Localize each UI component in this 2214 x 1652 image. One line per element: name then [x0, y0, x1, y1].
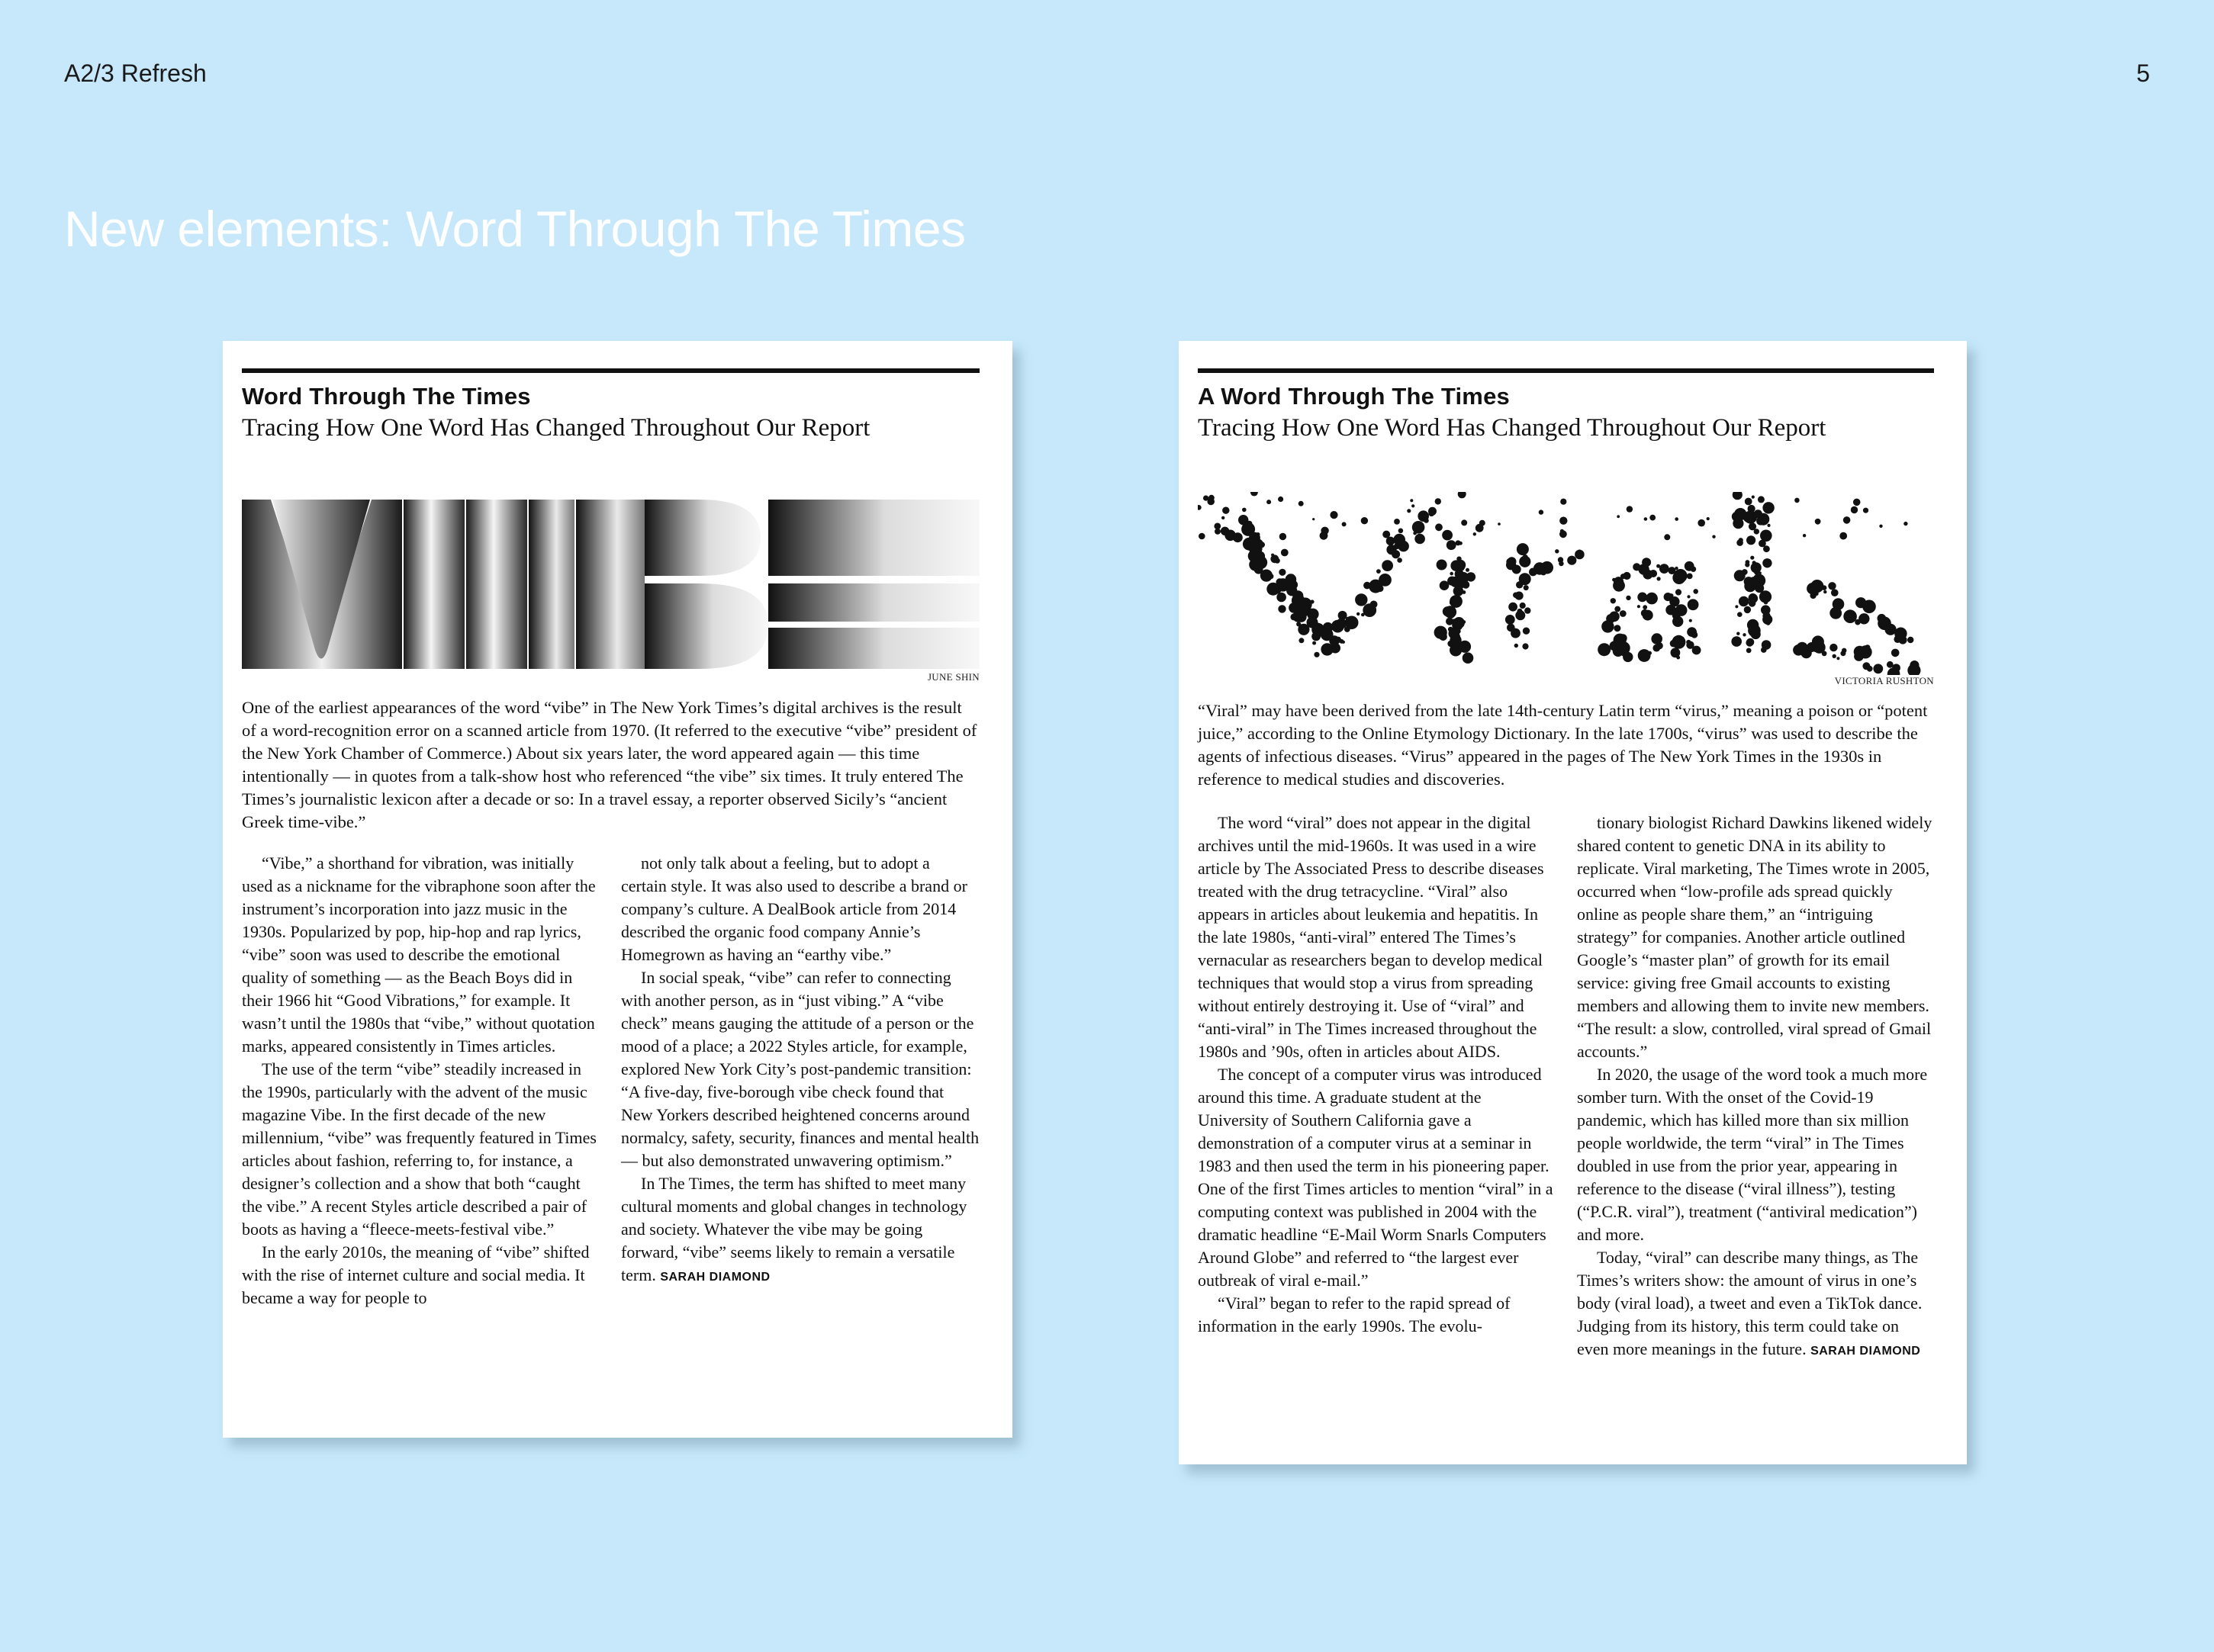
art-dot [1276, 593, 1286, 603]
art-dot [1505, 615, 1515, 625]
art-dot [1881, 622, 1884, 625]
art-dot [1466, 568, 1469, 572]
paragraph: In the early 2010s, the meaning of “vibe” shifted with the rise of internet culture and social media. It became a way for people to [242, 1242, 590, 1307]
art-dot [1479, 520, 1485, 526]
art-dot [1614, 577, 1623, 587]
art-dot [1517, 609, 1523, 614]
art-dot [1560, 529, 1564, 533]
art-dot [1437, 560, 1447, 570]
art-dot [1670, 640, 1678, 648]
art-dot [1743, 513, 1753, 522]
art-dot [1689, 619, 1692, 622]
page-number: 5 [2136, 59, 2150, 87]
art-dot [1828, 582, 1836, 590]
art-dot [1473, 532, 1476, 535]
art-dot [1750, 556, 1754, 560]
art-dot [1707, 517, 1710, 520]
art-dot [1903, 522, 1907, 525]
art-dot [1670, 597, 1677, 604]
art-dot [1298, 606, 1309, 617]
art-dot [1435, 523, 1443, 531]
article-deck: Tracing How One Word Has Changed Throughout Our Report [1198, 414, 1826, 442]
art-dot [1794, 498, 1800, 503]
author-byline: SARAH DIAMOND [660, 1271, 771, 1284]
art-dot [1763, 545, 1770, 552]
art-dot [1394, 519, 1400, 525]
art-dot [1463, 620, 1466, 623]
viral-dot-artwork [1198, 492, 1934, 675]
author-byline: SARAH DIAMOND [1810, 1345, 1921, 1358]
art-dot [1693, 589, 1698, 594]
art-dot [1657, 577, 1661, 580]
art-dot [1410, 499, 1413, 502]
art-dot [1829, 644, 1837, 651]
art-dot [1256, 532, 1260, 536]
art-dot [1413, 532, 1417, 535]
art-dot [1851, 506, 1858, 513]
paragraph: “Vibe,” a shorthand for vibration, was initially used as a nickname for the vibraphone soon after the instrument’s incorporation into jazz music in the 1930s. Popularized by pop, hip-hop and rap lyrics, “vibe” soon was used to describe the emotional quality of something — as the Beach Boys did in their 1966 hit “Good Vibrations,” for example. It wasn’t until the 1980s that “vibe,” without quotation marks, appeared consistently in Times articles. [242, 853, 596, 1056]
art-dot [1884, 624, 1896, 635]
art-dot [1259, 542, 1265, 548]
art-dot [1652, 637, 1659, 643]
art-dot [1750, 603, 1754, 606]
art-dot [1567, 556, 1576, 565]
art-dot [1637, 593, 1647, 603]
art-dot [1646, 593, 1658, 605]
art-dot [1671, 648, 1681, 657]
art-dot [1858, 613, 1869, 624]
art-dot [1414, 534, 1425, 545]
art-dot [1813, 641, 1826, 654]
paragraph: The use of the term “vibe” steadily increased in the 1990s, particularly with the advent of the music magazine Vibe. In the first decade of the new millennium, “vibe” was frequently featured in Times articles about fashion, referring to, for instance, a designer’s collection and a show that both “caught the vibe.” A recent Styles article described a pair of boots as having a “fleece-meets-festival vibe.” [242, 1059, 597, 1239]
art-dot [1611, 598, 1616, 603]
art-dot [1512, 565, 1521, 574]
art-dot [1891, 649, 1900, 657]
article-card-viral [1179, 341, 1967, 1464]
art-dot [1638, 649, 1651, 662]
art-dot [1450, 572, 1453, 576]
paragraph: The word “viral” does not appear in the digital archives until the mid-1960s. It was used in a wire article by The Associated Press to describe diseases treated with the drug tetracycline. “Viral” also appears in articles about leukemia and hepatitis. In the late 1980s, “anti-viral” entered The Times’s vernacular as researchers began to develop medical techniques that would stop a virus from spreading without entirely destroying it. Use of “viral” and “anti-viral” in The Times increased throughout the 1980s and ’90s, often in articles about AIDS. [1198, 813, 1544, 1061]
paragraph: In social speak, “vibe” can refer to connecting with another person, as in “just vibing.” A “vibe check” means gauging the attitude of a person or the mood of a place; a 2022 Styles article, for example, explored New York City’s post-pandemic transition: “A five-day, five-borough vibe check found that New Yorkers described heightened concerns around normalcy, safety, security, finances and mental health — but also demonstrated unwavering optimism.” [621, 968, 980, 1170]
art-dot [1758, 496, 1765, 503]
art-dot [1746, 639, 1753, 647]
art-dot [1331, 647, 1335, 651]
art-dot [1450, 595, 1463, 608]
art-dot [1619, 634, 1627, 642]
art-dot [1245, 528, 1251, 534]
art-dot [1843, 609, 1857, 623]
art-dot [1539, 509, 1543, 514]
art-dot [1739, 596, 1749, 606]
art-dot [1691, 632, 1698, 638]
art-dot [1355, 593, 1367, 606]
art-dot [1246, 521, 1252, 527]
art-dot [1407, 509, 1411, 513]
art-dot [1321, 527, 1328, 535]
article-intro: “Viral” may have been derived from the late 14th-century Latin term “virus,” meaning a poison or “potent juice,” according to the Online Etymology Dictionary. In the late 1700s, “virus” was used to describe the agents of infectious diseases. “Virus” appeared in the pages of The New York Times in the 1930s in reference to medical studies and discoveries. [1198, 701, 1928, 789]
art-dot [1620, 610, 1627, 617]
art-dot [1675, 589, 1681, 595]
art-dot [1447, 540, 1456, 550]
art-dot [1642, 558, 1651, 567]
art-dot [1517, 543, 1529, 555]
art-dot [1411, 504, 1414, 507]
art-dot [1448, 612, 1454, 618]
art-dot [1269, 574, 1274, 579]
art-dot [1342, 522, 1347, 526]
art-dot [1458, 580, 1466, 588]
art-dot [1648, 651, 1652, 655]
art-dot [1731, 636, 1742, 647]
art-dot [1463, 590, 1466, 594]
art-dot [1214, 523, 1221, 530]
article-card-vibe [223, 341, 1012, 1438]
article-column-2 [1577, 812, 1934, 1363]
art-dot [1698, 519, 1705, 527]
art-dot [1659, 564, 1669, 574]
art-dot [1278, 497, 1283, 502]
slide-title: New elements: Word Through The Times [64, 201, 966, 257]
art-dot [1233, 532, 1243, 542]
art-dot [1279, 533, 1286, 540]
art-dot [1862, 662, 1870, 670]
art-dot [1823, 590, 1826, 593]
art-dot [1559, 517, 1567, 525]
art-dot [1298, 501, 1304, 506]
art-dot [1751, 629, 1761, 639]
art-dot [1439, 633, 1447, 641]
art-dot [1649, 570, 1657, 577]
article-column-1 [242, 852, 600, 1310]
art-dot [1222, 507, 1229, 514]
art-dot [1614, 625, 1620, 632]
art-dot [1766, 621, 1771, 625]
art-dot [1397, 558, 1402, 563]
art-dot [1459, 542, 1463, 545]
photo-credit: VICTORIA RUSHTON [1834, 675, 1934, 686]
art-dot [1831, 589, 1839, 596]
art-dot [1361, 517, 1368, 524]
art-dot [1454, 633, 1460, 639]
art-dot [1242, 508, 1247, 513]
art-dot [1749, 522, 1756, 530]
art-dot [1324, 650, 1330, 655]
art-dot [1598, 643, 1611, 656]
art-dot [1278, 605, 1286, 612]
art-dot [1623, 652, 1633, 662]
art-dot [1540, 561, 1553, 574]
art-dot [1524, 585, 1529, 590]
art-dot [1746, 648, 1752, 654]
art-dot [1829, 607, 1842, 619]
art-dot [1356, 612, 1360, 615]
article-column-2 [621, 852, 980, 1289]
art-dot [1822, 585, 1827, 590]
art-dot [1221, 516, 1224, 519]
art-dot [1746, 609, 1749, 612]
article-intro: One of the earliest appearances of the word “vibe” in The New York Times’s digital archives is the result of a word-recognition error on a scanned article from 1970. (It referred to the executive “vibe” president of the New York Chamber of Commerce.) About six years later, the word appeared again — this time intentionally — in quotes from a talk-show host who referenced “the vibe” six times. It truly entered The Times’s journalistic lexicon after a decade or so: In a travel essay, a reporter observed Sicily’s “ancient Greek time-vibe.” [242, 698, 977, 831]
art-dot [1688, 599, 1699, 610]
art-dot [1761, 647, 1767, 653]
photo-credit: JUNE SHIN [927, 671, 980, 683]
art-dot [1873, 664, 1883, 673]
art-dot [1810, 593, 1816, 599]
art-dot [1346, 617, 1350, 622]
article-column-1 [1198, 812, 1555, 1338]
art-dot [1637, 605, 1640, 608]
art-dot [1275, 558, 1280, 564]
art-dot [1250, 492, 1258, 497]
art-dot [1810, 580, 1823, 593]
art-dot [1440, 580, 1450, 590]
art-dot [1382, 531, 1390, 538]
art-dot [1843, 516, 1851, 524]
art-dot [1617, 515, 1620, 518]
art-dot [1458, 564, 1465, 570]
art-dot [1298, 624, 1309, 635]
art-dot [1840, 651, 1846, 656]
art-dot [1524, 607, 1530, 613]
letter-i [404, 500, 465, 669]
art-dot [1692, 646, 1701, 655]
art-dot [1626, 596, 1630, 600]
paragraph: In The Times, the term has shifted to meet many cultural moments and global changes in technology and society. Whatever the vibe may be going forward, “vibe” seems likely to remain a versatile term. SARAH DIAMOND [621, 1174, 967, 1284]
article-deck: Tracing How One Word Has Changed Throughout Our Report [242, 414, 870, 442]
art-dot [1412, 521, 1425, 534]
art-dot [1312, 641, 1316, 645]
art-dot [1735, 605, 1738, 608]
art-dot [1749, 593, 1759, 603]
art-dot [1745, 498, 1752, 506]
art-dot [1757, 513, 1769, 525]
art-dot [1498, 522, 1501, 525]
art-dot [1833, 654, 1836, 658]
art-dot [1767, 524, 1770, 527]
letter-b [576, 500, 645, 669]
art-dot [1712, 535, 1715, 538]
art-dot [1737, 612, 1743, 617]
art-dot [1199, 533, 1205, 540]
art-dot [1513, 593, 1518, 598]
top-rule [1198, 368, 1934, 373]
art-dot [1442, 530, 1453, 541]
art-dot [1839, 532, 1847, 540]
art-dot [1803, 534, 1806, 537]
art-dot [1428, 510, 1434, 516]
art-dot [1675, 604, 1688, 616]
art-dot [1555, 549, 1559, 553]
art-dot [1398, 529, 1404, 534]
art-dot [1853, 499, 1861, 506]
art-dot [1743, 633, 1746, 636]
art-dot [1863, 508, 1868, 513]
art-dot [1815, 519, 1821, 525]
slide-label: A2/3 Refresh [64, 59, 207, 87]
art-dot [1451, 580, 1455, 583]
art-dot [1879, 525, 1882, 528]
art-dot [1398, 535, 1401, 538]
vibe-artwork [242, 493, 980, 669]
art-dot [1330, 511, 1337, 519]
art-dot [1652, 644, 1660, 652]
art-dot [1522, 643, 1528, 649]
art-dot [1601, 620, 1614, 632]
art-dot [1376, 569, 1381, 574]
art-dot [1310, 599, 1314, 603]
art-dot [1675, 517, 1678, 521]
art-dot [1198, 505, 1202, 510]
art-dot [1644, 517, 1648, 521]
art-dot [1633, 563, 1640, 570]
art-dot [1292, 594, 1305, 607]
paragraph: tionary biologist Richard Dawkins likened widely shared content to genetic DNA in its ability to replicate. Viral marketing, The Times wrote in 2005, occurred when “low-profile ads spread quickly online as people share them,” an “intriguing strategy” for companies. Another article outlined Google’s “master plan” of growth for its email service: giving free Gmail accounts to existing members and allowing them to invite new members. “The result: a slow, controlled, viral spread of Gmail accounts.” [1577, 813, 1932, 1061]
art-dot [1370, 601, 1378, 609]
art-dot [1254, 565, 1263, 574]
art-dot [1392, 550, 1400, 558]
paragraph: In 2020, the usage of the word took a much more somber turn. With the onset of the Covid-19 pandemic, which has killed more than six million people worldwide, the term “viral” in The Times doubled in use from the prior year, appearing in reference to the disease (“viral illness”), testing (“P.C.R. viral”), treatment (“antiviral medication”) and more. [1577, 1065, 1928, 1244]
art-dot [1560, 499, 1566, 505]
art-dot [1516, 581, 1523, 588]
art-dot [1746, 560, 1750, 564]
art-dot [1836, 657, 1839, 660]
article-kicker: A Word Through The Times [1198, 383, 1510, 410]
art-dot [1511, 628, 1521, 638]
art-dot [1752, 561, 1756, 564]
art-dot [1643, 610, 1653, 621]
art-dot [1687, 574, 1693, 580]
art-dot [1907, 637, 1913, 643]
art-dot [1281, 549, 1289, 557]
art-dot [1459, 641, 1471, 653]
art-dot [1664, 534, 1670, 540]
art-dot [1207, 498, 1215, 506]
art-dot [1271, 554, 1274, 557]
art-dot [1745, 583, 1753, 591]
art-dot [1312, 518, 1315, 520]
letter-e [768, 500, 980, 576]
art-dot [1793, 644, 1804, 656]
art-dot [1463, 652, 1474, 664]
art-dot [1508, 603, 1517, 612]
art-dot [1382, 560, 1393, 571]
art-dot [1739, 538, 1743, 542]
art-dot [1336, 619, 1347, 629]
art-dot [1466, 572, 1475, 581]
top-rule [242, 368, 980, 373]
art-dot [1627, 506, 1633, 512]
art-dot [1762, 612, 1770, 619]
article-kicker: Word Through The Times [242, 383, 531, 410]
art-dot [1623, 572, 1630, 580]
art-dot [1746, 535, 1755, 545]
art-dot [1752, 496, 1755, 499]
paragraph: not only talk about a feeling, but to adopt a certain style. It was also used to describe a brand or company’s culture. A DealBook article from 2014 described the organic food company Annie’s Homegrown as having an “earthy vibe.” [621, 853, 967, 964]
art-dot [1691, 567, 1696, 572]
art-dot [1514, 644, 1518, 648]
art-dot [1435, 498, 1441, 504]
paragraph: Today, “viral” can describe many things, as The Times’s writers show: the amount of virus in one’s body (viral load), a tweet and even a TikTok dance. Judging from its history, this term could take on even more meanings in the future. SARAH DIAMOND [1577, 1248, 1923, 1358]
art-dot [1854, 646, 1866, 658]
art-dot [1252, 551, 1260, 559]
art-dot [1674, 569, 1688, 583]
art-dot [1862, 600, 1876, 614]
art-dot [1523, 554, 1528, 560]
paragraph: “Viral” began to refer to the rapid spread of information in the early 1990s. The evolu- [1198, 1294, 1511, 1335]
art-dot [1456, 590, 1461, 595]
art-dot [1764, 505, 1773, 514]
art-dot [1506, 558, 1514, 566]
art-dot [1899, 636, 1907, 644]
art-dot [1649, 515, 1656, 521]
art-dot [1279, 569, 1286, 576]
art-dot [1733, 492, 1743, 500]
art-dot [1760, 530, 1772, 542]
art-dot [1687, 595, 1690, 598]
art-dot [1762, 558, 1772, 567]
art-dot [1461, 519, 1467, 525]
art-dot [1523, 628, 1530, 635]
art-dot [1266, 500, 1271, 504]
art-dot [1735, 518, 1742, 525]
art-dot [1675, 567, 1678, 570]
art-dot [1520, 603, 1526, 609]
art-dot [1424, 518, 1429, 523]
art-dot [1614, 606, 1620, 612]
art-dot [1559, 561, 1564, 567]
art-dot [1643, 605, 1647, 609]
art-dot [1736, 632, 1739, 635]
art-dot [1379, 574, 1392, 587]
art-dot [1734, 570, 1746, 581]
art-dot [1314, 652, 1319, 657]
art-dot [1458, 492, 1466, 498]
art-dot [1674, 615, 1681, 623]
paragraph: The concept of a computer virus was introduced around this time. A graduate student at the University of Southern California gave a demonstration of a computer virus at a seminar in 1983 and then used the term in his pioneering paper. One of the first Times articles to mention “viral” in a computing context was published in 2004 with the dramatic headline “E-Mail Worm Snarls Computers Around Globe” and referred to “the largest ever outbreak of viral e-mail.” [1198, 1065, 1553, 1290]
art-dot [1575, 550, 1585, 560]
art-dot [1764, 600, 1768, 605]
art-dot [1755, 583, 1764, 593]
art-dot [1298, 638, 1304, 643]
art-dot [1340, 639, 1344, 644]
